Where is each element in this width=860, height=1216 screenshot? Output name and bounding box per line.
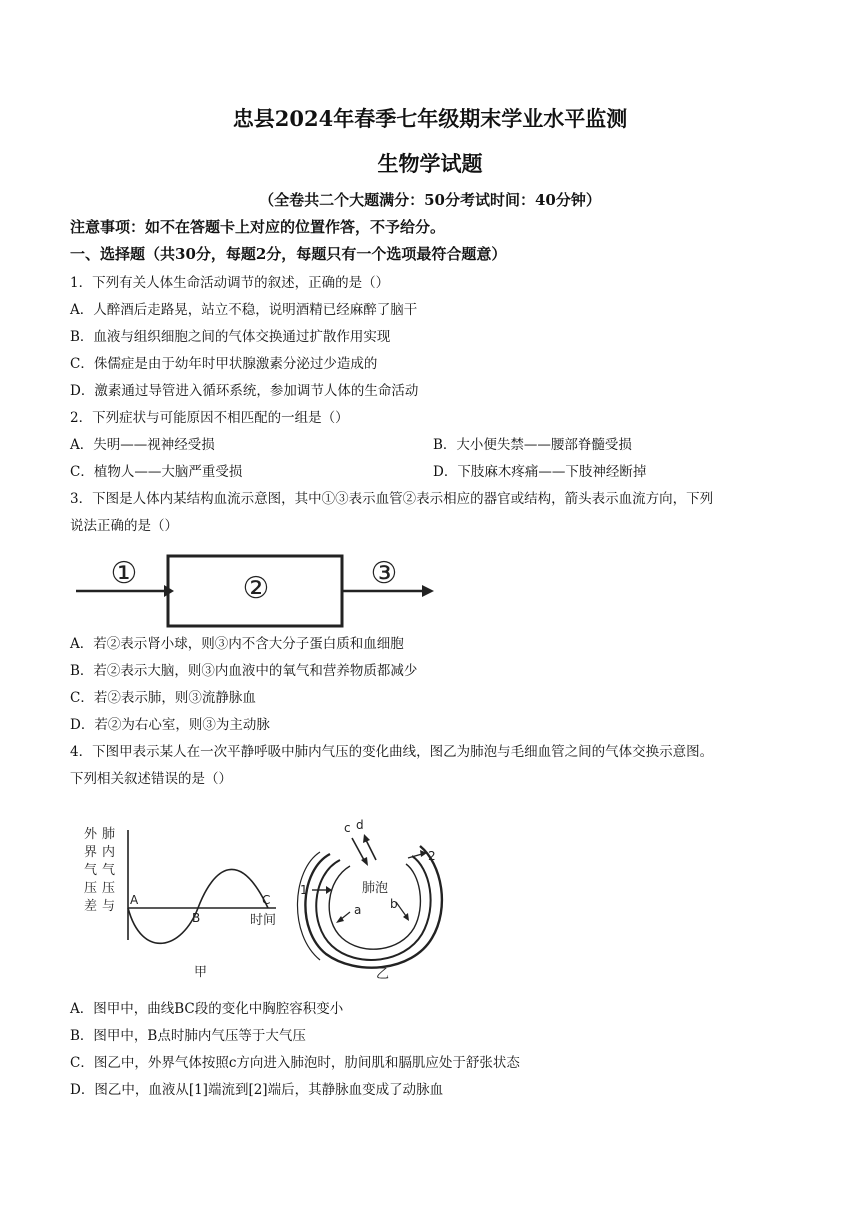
question-3-option-a: A．若②表示肾小球，则③内不含大分子蛋白质和血细胞 [70,636,404,652]
question-1-option-a: A．人醉酒后走路晃，站立不稳，说明酒精已经麻醉了脑干 [70,302,418,318]
question-2-option-c: C．植物人——大脑严重受损 [70,464,243,480]
page-title: 忠县2024年春季七年级期末学业水平监测 [232,106,628,131]
question-4-option-a: A．图甲中，曲线BC段的变化中胸腔容积变小 [70,1001,344,1017]
figure-jia-caption: 甲 [194,965,208,980]
question-4-stem: 4．下图甲表示某人在一次平静呼吸中肺内气压的变化曲线，图乙为肺泡与毛细血管之间的气体交换示意图。 [70,744,714,760]
ylabel-right-5: 与 [102,899,116,914]
label-d: d [356,818,364,832]
question-4-option-b: B．图甲中，B点时肺内气压等于大气压 [70,1028,306,1044]
question-2-stem: 2．下列症状与可能原因不相匹配的一组是（） [70,410,349,426]
figure-yi-caption: 乙 [376,967,390,982]
alveolus-figure [292,816,452,984]
question-1-stem: 1．下列有关人体生命活动调节的叙述，正确的是（） [70,275,390,291]
question-3-stem-cont: 说法正确的是（） [70,518,178,534]
label-a: a [354,903,362,917]
ylabel-right-1: 肺 [102,827,116,842]
alveolus-label: 肺泡 [362,881,389,896]
question-2-option-d: D．下肢麻木疼痛——下肢神经断掉 [433,464,647,480]
vessel-3-label: ③ [370,556,398,591]
ylabel-right-3: 气 [102,863,116,878]
question-1-option-c: C．侏儒症是由于幼年时甲状腺激素分泌过少造成的 [70,356,378,372]
question-4-option-c: C．图乙中，外界气体按照c方向进入肺泡时，肋间肌和膈肌应处于舒张状态 [70,1055,520,1071]
label-c: c [344,821,351,835]
ylabel-left-4: 压 [84,881,98,896]
question-1-option-d: D．激素通过导管进入循环系统，参加调节人体的生命活动 [70,383,419,399]
blood-flow-diagram [70,548,440,628]
question-3-stem: 3．下图是人体内某结构血流示意图，其中①③表示血管②表示相应的器官或结构，箭头表示血流方向，下列 [70,491,714,507]
question-2-option-a: A．失明——视神经受损 [70,437,215,453]
ylabel-right-2: 内 [102,845,116,860]
organ-2-label: ② [242,571,270,606]
pressure-curve-figure [80,818,290,983]
ylabel-left-3: 气 [84,863,98,878]
question-4-option-d: D．图乙中，血液从[1]端流到[2]端后，其静脉血变成了动脉血 [70,1082,444,1098]
label-1: 1 [300,883,308,897]
section-heading: 一、选择题（共30分，每题2分，每题只有一个选项最符合题意） [70,245,507,263]
point-a-label: A [130,893,139,907]
question-3-option-b: B．若②表示大脑，则③内血液中的氧气和营养物质都减少 [70,663,418,679]
vessel-1-label: ① [110,556,138,591]
question-1-option-b: B．血液与组织细胞之间的气体交换通过扩散作用实现 [70,329,391,345]
label-b: b [390,897,398,911]
notice: 注意事项：如不在答题卡上对应的位置作答，不予给分。 [70,218,446,236]
ylabel-left-1: 外 [84,827,98,842]
page-subtitle: 生物学试题 [377,151,483,176]
question-3-option-c: C．若②表示肺，则③流静脉血 [70,690,256,706]
exam-info: （全卷共二个大题满分：50分考试时间：40分钟） [259,191,601,209]
question-3-option-d: D．若②为右心室，则③为主动脉 [70,717,270,733]
question-2-option-b: B．大小便失禁——腰部脊髓受损 [433,437,632,453]
x-axis-label: 时间 [250,913,277,928]
ylabel-left-2: 界 [84,845,98,860]
ylabel-left-5: 差 [84,899,98,914]
question-4-stem-cont: 下列相关叙述错误的是（） [70,771,232,787]
point-c-label: C [262,893,271,907]
point-b-label: B [192,911,201,925]
label-2: 2 [428,849,436,863]
ylabel-right-4: 压 [102,881,116,896]
